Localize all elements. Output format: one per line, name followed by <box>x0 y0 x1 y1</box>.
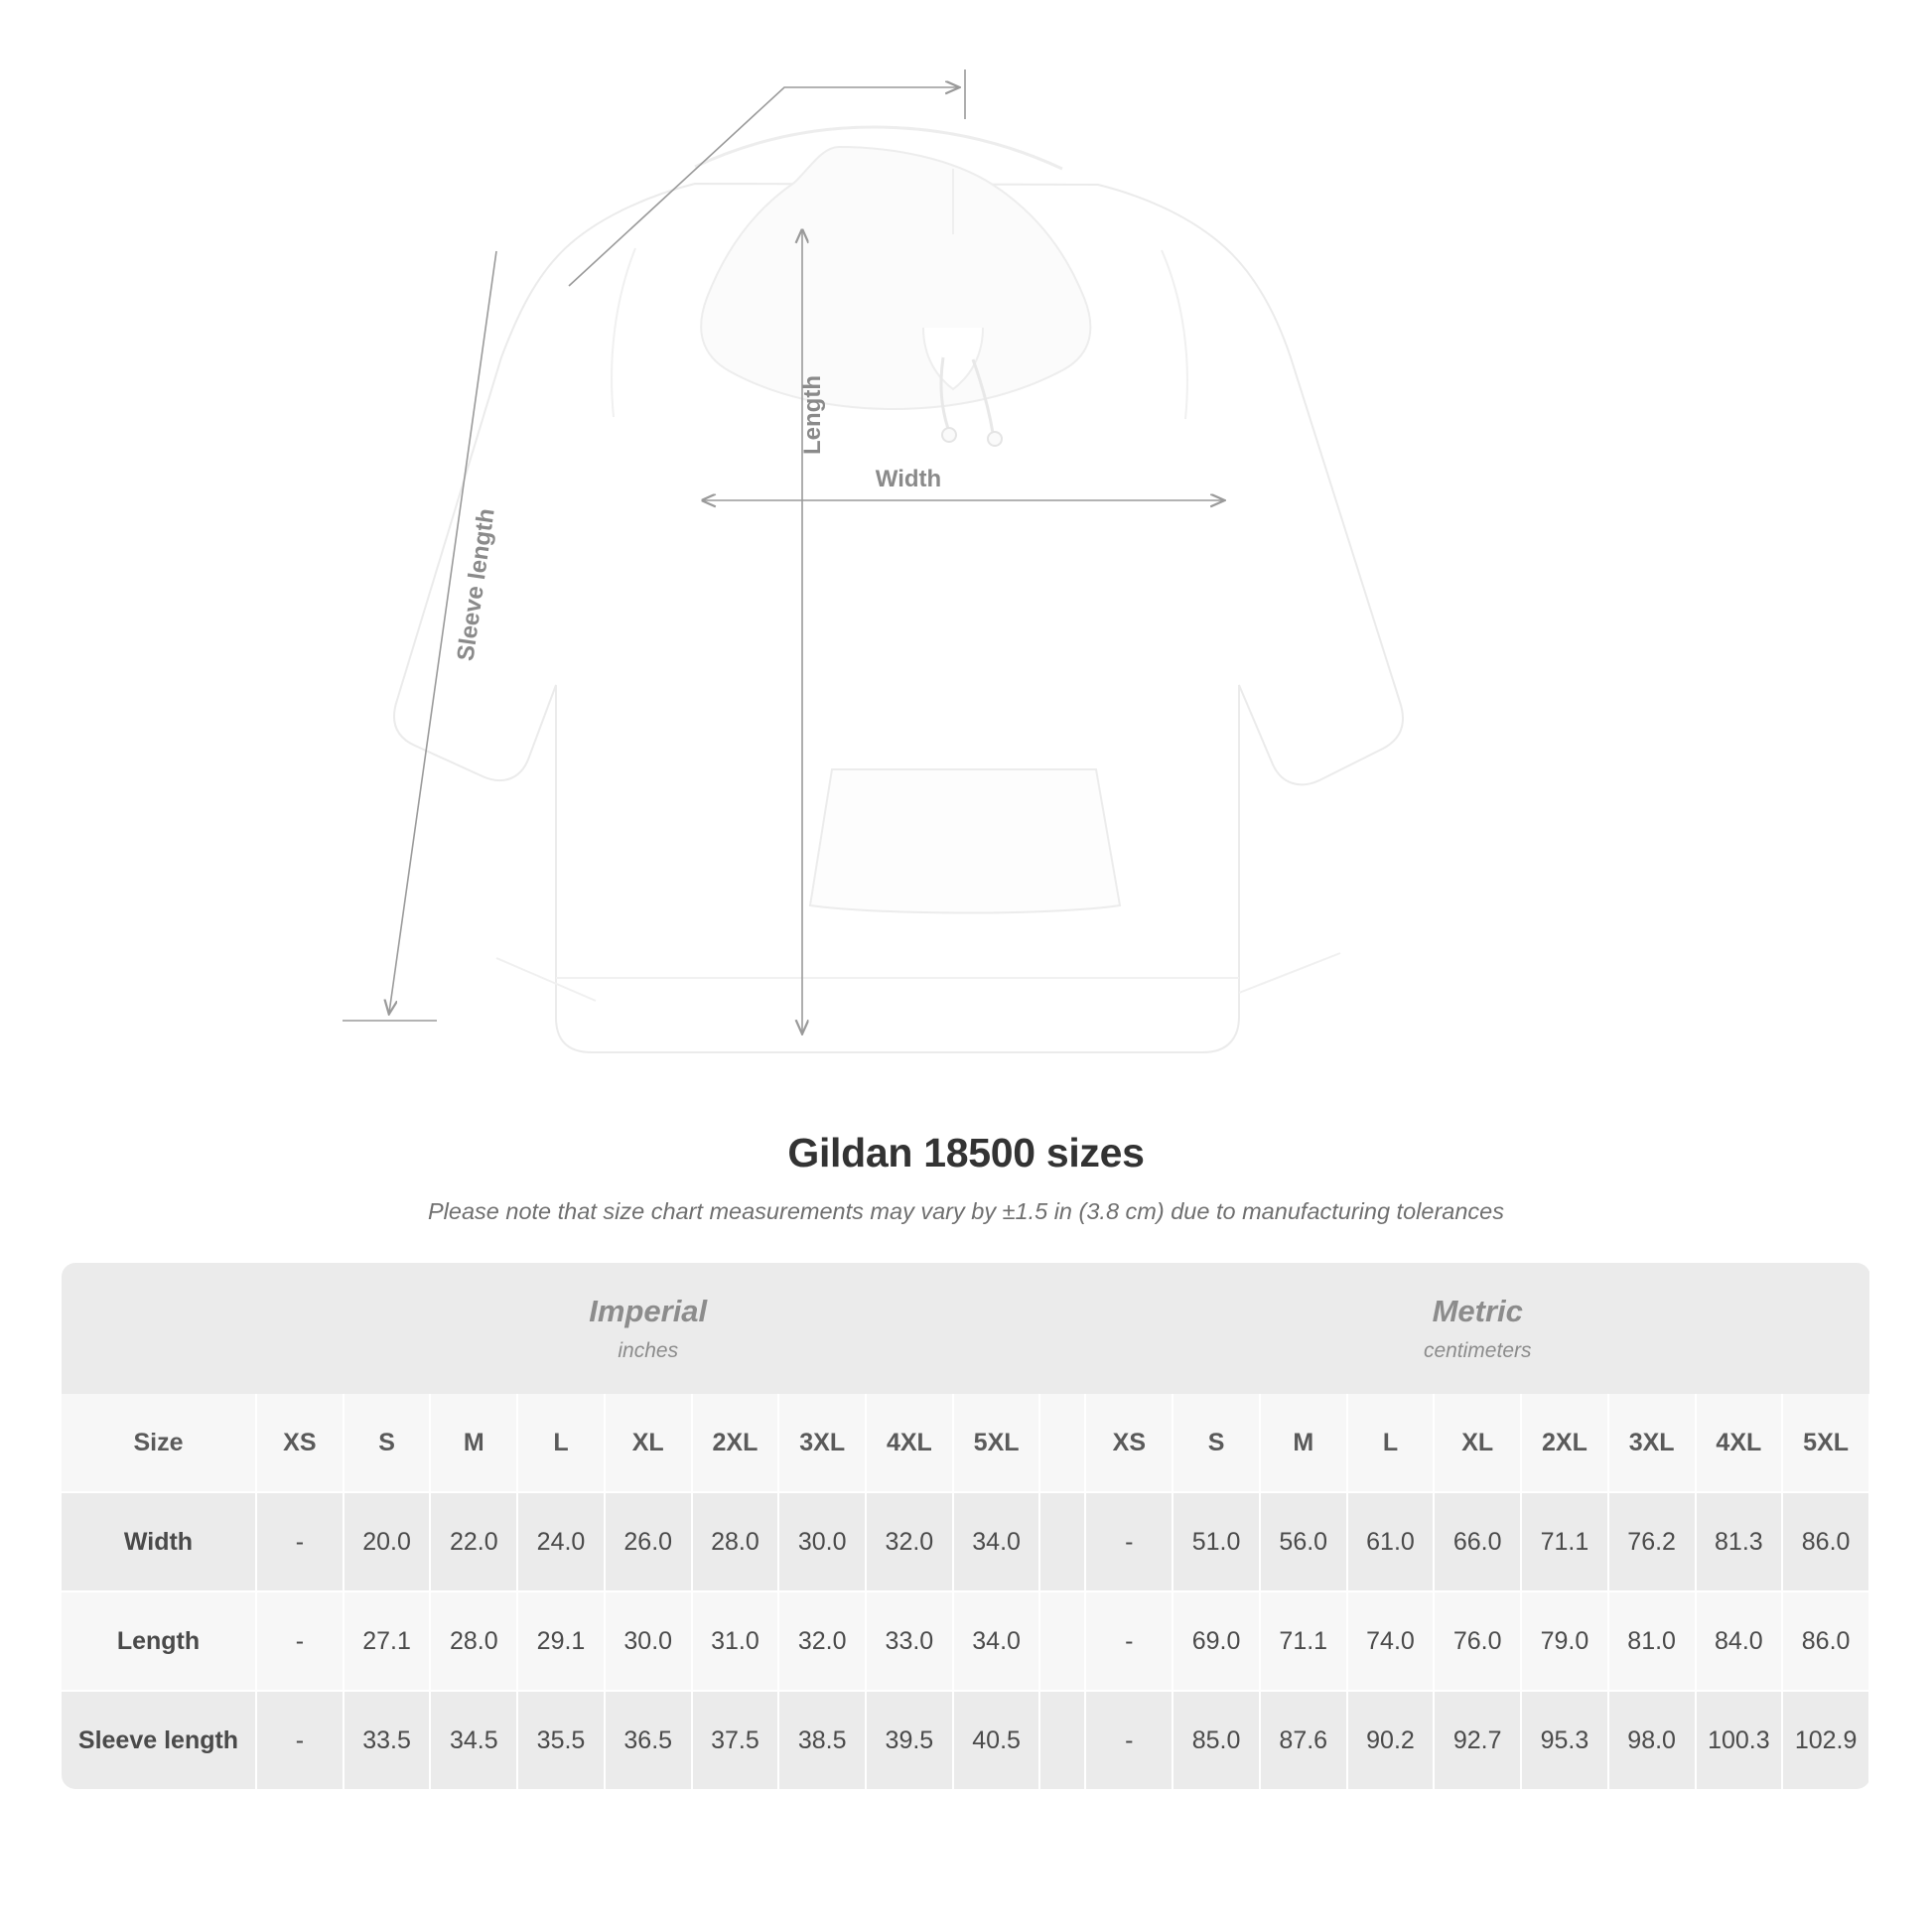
cell-imperial-width-m: 22.0 <box>430 1492 517 1591</box>
cell-imperial-length-xs: - <box>256 1591 344 1691</box>
cell-metric-width-xs: - <box>1085 1492 1173 1591</box>
row-gap-length <box>1039 1591 1085 1691</box>
cell-metric-sleeve-3xl: 98.0 <box>1608 1691 1696 1789</box>
cell-metric-sleeve-s: 85.0 <box>1173 1691 1260 1789</box>
cell-metric-length-3xl: 81.0 <box>1608 1591 1696 1691</box>
header-imperial-xs: XS <box>256 1394 344 1492</box>
size-header-row <box>62 1394 1869 1492</box>
cell-imperial-width-4xl: 32.0 <box>866 1492 953 1591</box>
size-table-wrapper <box>62 1263 1870 1789</box>
row-gap-sleeve <box>1039 1691 1085 1789</box>
unit-header-row <box>62 1263 1869 1394</box>
cell-imperial-sleeve-2xl: 37.5 <box>692 1691 779 1789</box>
cell-metric-length-xs: - <box>1085 1591 1173 1691</box>
cell-metric-width-3xl: 76.2 <box>1608 1492 1696 1591</box>
table-row <box>62 1591 1869 1691</box>
header-imperial-5xl: 5XL <box>953 1394 1040 1492</box>
imperial-unit-cell <box>256 1263 1039 1394</box>
cell-metric-sleeve-xl: 92.7 <box>1434 1691 1521 1789</box>
header-metric-2xl: 2XL <box>1521 1394 1608 1492</box>
metric-unit-name: Metric <box>1432 1294 1523 1328</box>
cell-metric-width-4xl: 81.3 <box>1696 1492 1783 1591</box>
size-row-header: Size <box>62 1394 256 1492</box>
header-metric-4xl: 4XL <box>1696 1394 1783 1492</box>
header-imperial-4xl: 4XL <box>866 1394 953 1492</box>
header-imperial-3xl: 3XL <box>778 1394 866 1492</box>
page-title: Gildan 18500 sizes <box>787 1130 1145 1175</box>
header-metric-3xl: 3XL <box>1608 1394 1696 1492</box>
cell-metric-width-2xl: 71.1 <box>1521 1492 1608 1591</box>
table-row <box>62 1691 1869 1789</box>
cell-imperial-length-3xl: 32.0 <box>778 1591 866 1691</box>
header-imperial-xl: XL <box>605 1394 692 1492</box>
cell-imperial-length-4xl: 33.0 <box>866 1591 953 1691</box>
cell-metric-sleeve-2xl: 95.3 <box>1521 1691 1608 1789</box>
cell-imperial-sleeve-4xl: 39.5 <box>866 1691 953 1789</box>
cell-metric-width-xl: 66.0 <box>1434 1492 1521 1591</box>
header-metric-l: L <box>1347 1394 1435 1492</box>
length-label: Length <box>799 375 826 455</box>
header-imperial-m: M <box>430 1394 517 1492</box>
header-metric-5xl: 5XL <box>1782 1394 1869 1492</box>
cell-metric-length-4xl: 84.0 <box>1696 1591 1783 1691</box>
cell-imperial-width-xl: 26.0 <box>605 1492 692 1591</box>
cell-imperial-length-xl: 30.0 <box>605 1591 692 1691</box>
cell-metric-width-s: 51.0 <box>1173 1492 1260 1591</box>
tolerance-note: Please note that size chart measurements may vary by ±1.5 in (3.8 cm) due to manufacturing tolerances <box>428 1198 1504 1224</box>
cell-imperial-sleeve-xl: 36.5 <box>605 1691 692 1789</box>
cell-imperial-width-3xl: 30.0 <box>778 1492 866 1591</box>
cell-imperial-width-2xl: 28.0 <box>692 1492 779 1591</box>
row-gap-width <box>1039 1492 1085 1591</box>
table-row <box>62 1492 1869 1591</box>
cell-imperial-sleeve-m: 34.5 <box>430 1691 517 1789</box>
cell-imperial-sleeve-s: 33.5 <box>344 1691 431 1789</box>
size-table <box>62 1263 1870 1789</box>
cell-imperial-width-xs: - <box>256 1492 344 1591</box>
cell-metric-sleeve-l: 90.2 <box>1347 1691 1435 1789</box>
cell-metric-length-2xl: 79.0 <box>1521 1591 1608 1691</box>
metric-unit-cell <box>1085 1263 1869 1394</box>
unit-spacer-mid <box>1039 1263 1085 1394</box>
cell-metric-sleeve-4xl: 100.3 <box>1696 1691 1783 1789</box>
hoodie-graphic <box>394 127 1403 1052</box>
cell-metric-width-l: 61.0 <box>1347 1492 1435 1591</box>
header-metric-m: M <box>1260 1394 1347 1492</box>
unit-spacer-left <box>62 1263 256 1394</box>
cell-metric-length-l: 74.0 <box>1347 1591 1435 1691</box>
width-label: Width <box>875 466 942 492</box>
cell-metric-width-5xl: 86.0 <box>1782 1492 1869 1591</box>
cell-imperial-width-l: 24.0 <box>517 1492 605 1591</box>
cell-metric-length-5xl: 86.0 <box>1782 1591 1869 1691</box>
header-imperial-2xl: 2XL <box>692 1394 779 1492</box>
cell-metric-width-m: 56.0 <box>1260 1492 1347 1591</box>
cell-metric-sleeve-m: 87.6 <box>1260 1691 1347 1789</box>
cell-metric-length-m: 71.1 <box>1260 1591 1347 1691</box>
cell-imperial-length-m: 28.0 <box>430 1591 517 1691</box>
cell-imperial-sleeve-l: 35.5 <box>517 1691 605 1789</box>
cell-imperial-length-5xl: 34.0 <box>953 1591 1040 1691</box>
cell-imperial-sleeve-xs: - <box>256 1691 344 1789</box>
row-label-sleeve-length: Sleeve length <box>62 1691 256 1789</box>
header-gap <box>1039 1394 1085 1492</box>
row-label-width: Width <box>62 1492 256 1591</box>
cell-imperial-length-s: 27.1 <box>344 1591 431 1691</box>
header-metric-s: S <box>1173 1394 1260 1492</box>
row-label-length: Length <box>62 1591 256 1691</box>
cell-metric-length-s: 69.0 <box>1173 1591 1260 1691</box>
cell-imperial-length-l: 29.1 <box>517 1591 605 1691</box>
metric-unit-sub: centimeters <box>1423 1339 1532 1362</box>
header-imperial-s: S <box>344 1394 431 1492</box>
cell-imperial-sleeve-5xl: 40.5 <box>953 1691 1040 1789</box>
header-metric-xl: XL <box>1434 1394 1521 1492</box>
title-block <box>0 1130 1932 1225</box>
header-metric-xs: XS <box>1085 1394 1173 1492</box>
cell-imperial-length-2xl: 31.0 <box>692 1591 779 1691</box>
cell-metric-sleeve-5xl: 102.9 <box>1782 1691 1869 1789</box>
imperial-unit-name: Imperial <box>589 1294 708 1328</box>
cell-imperial-width-5xl: 34.0 <box>953 1492 1040 1591</box>
cell-imperial-sleeve-3xl: 38.5 <box>778 1691 866 1789</box>
imperial-unit-sub: inches <box>618 1339 679 1362</box>
sleeve-length-label: Sleeve length <box>452 506 500 663</box>
cell-metric-sleeve-xs: - <box>1085 1691 1173 1789</box>
header-imperial-l: L <box>517 1394 605 1492</box>
cell-metric-length-xl: 76.0 <box>1434 1591 1521 1691</box>
cell-imperial-width-s: 20.0 <box>344 1492 431 1591</box>
